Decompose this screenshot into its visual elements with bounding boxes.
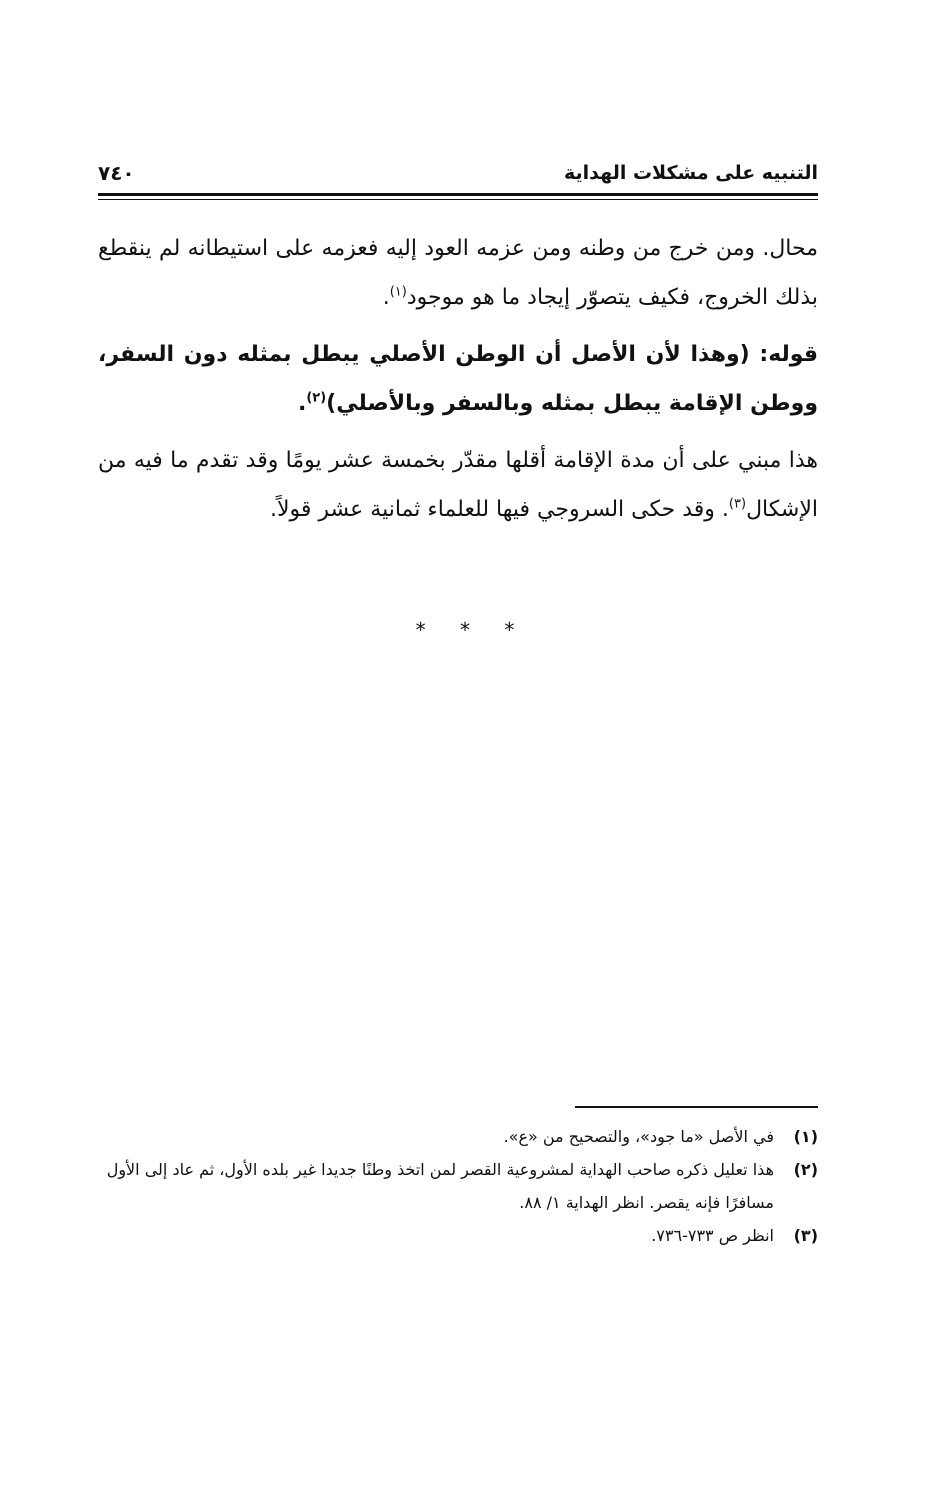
paragraph-2-quote bbox=[98, 330, 818, 428]
footnote-number: (٣) bbox=[793, 1226, 818, 1245]
paragraph-2-text: قوله: (وهذا لأن الأصل أن الوطن الأصلي يبطل بمثله دون السفر، ووطن الإقامة يبطل بمثله وبالسفر وبالأصلي) bbox=[98, 342, 818, 416]
paragraph-2-end: . bbox=[297, 391, 307, 416]
footnote-item bbox=[105, 1120, 818, 1153]
page-header bbox=[98, 160, 818, 190]
running-title: التنبيه على مشكلات الهداية bbox=[564, 162, 818, 184]
footnote-ref-2: (٢) bbox=[306, 390, 327, 406]
paragraph-3-text-b: . وقد حكى السروجي فيها للعلماء ثمانية عشر قولاً. bbox=[270, 497, 729, 522]
footnote-number: (١) bbox=[793, 1127, 818, 1146]
page-number: ٧٤٠ bbox=[98, 161, 135, 185]
header-rule-thick bbox=[98, 193, 818, 196]
paragraph-1 bbox=[98, 224, 818, 322]
paragraph-1-text: محال. ومن خرج من وطنه ومن عزمه العود إليه فعزمه على استيطانه لم ينقطع بذلك الخروج، فكيف يتصوّر إيجاد ما هو موجود bbox=[98, 236, 818, 310]
main-text bbox=[98, 224, 818, 534]
paragraph-1-end: . bbox=[382, 285, 390, 310]
footnote-separator bbox=[575, 1106, 818, 1108]
footnote-text: انظر ص ٧٣٣-٧٣٦. bbox=[651, 1226, 774, 1245]
footnotes bbox=[105, 1120, 818, 1252]
section-ornament: * * * bbox=[415, 618, 529, 642]
footnote-text: في الأصل «ما جود»، والتصحيح من «ع». bbox=[503, 1127, 774, 1146]
footnote-item bbox=[105, 1153, 818, 1219]
footnote-ref-1: (١) bbox=[389, 284, 407, 300]
footnote-number: (٢) bbox=[793, 1160, 818, 1179]
footnote-ref-3: (٣) bbox=[728, 496, 747, 512]
paragraph-3 bbox=[98, 436, 818, 534]
footnote-text: هذا تعليل ذكره صاحب الهداية لمشروعية القصر لمن اتخذ وطنًا جديدا غير بلده الأول، ثم عاد إلى الأول مسافرًا فإنه يقصر. انظر الهداية ١/ ٨٨. bbox=[106, 1160, 774, 1212]
footnote-item bbox=[105, 1219, 818, 1252]
header-rule-thin bbox=[98, 199, 818, 200]
paragraph-3-text-a: هذا مبني على أن مدة الإقامة أقلها مقدّر بخمسة عشر يومًا وقد تقدم ما فيه من الإشكال bbox=[98, 448, 818, 522]
